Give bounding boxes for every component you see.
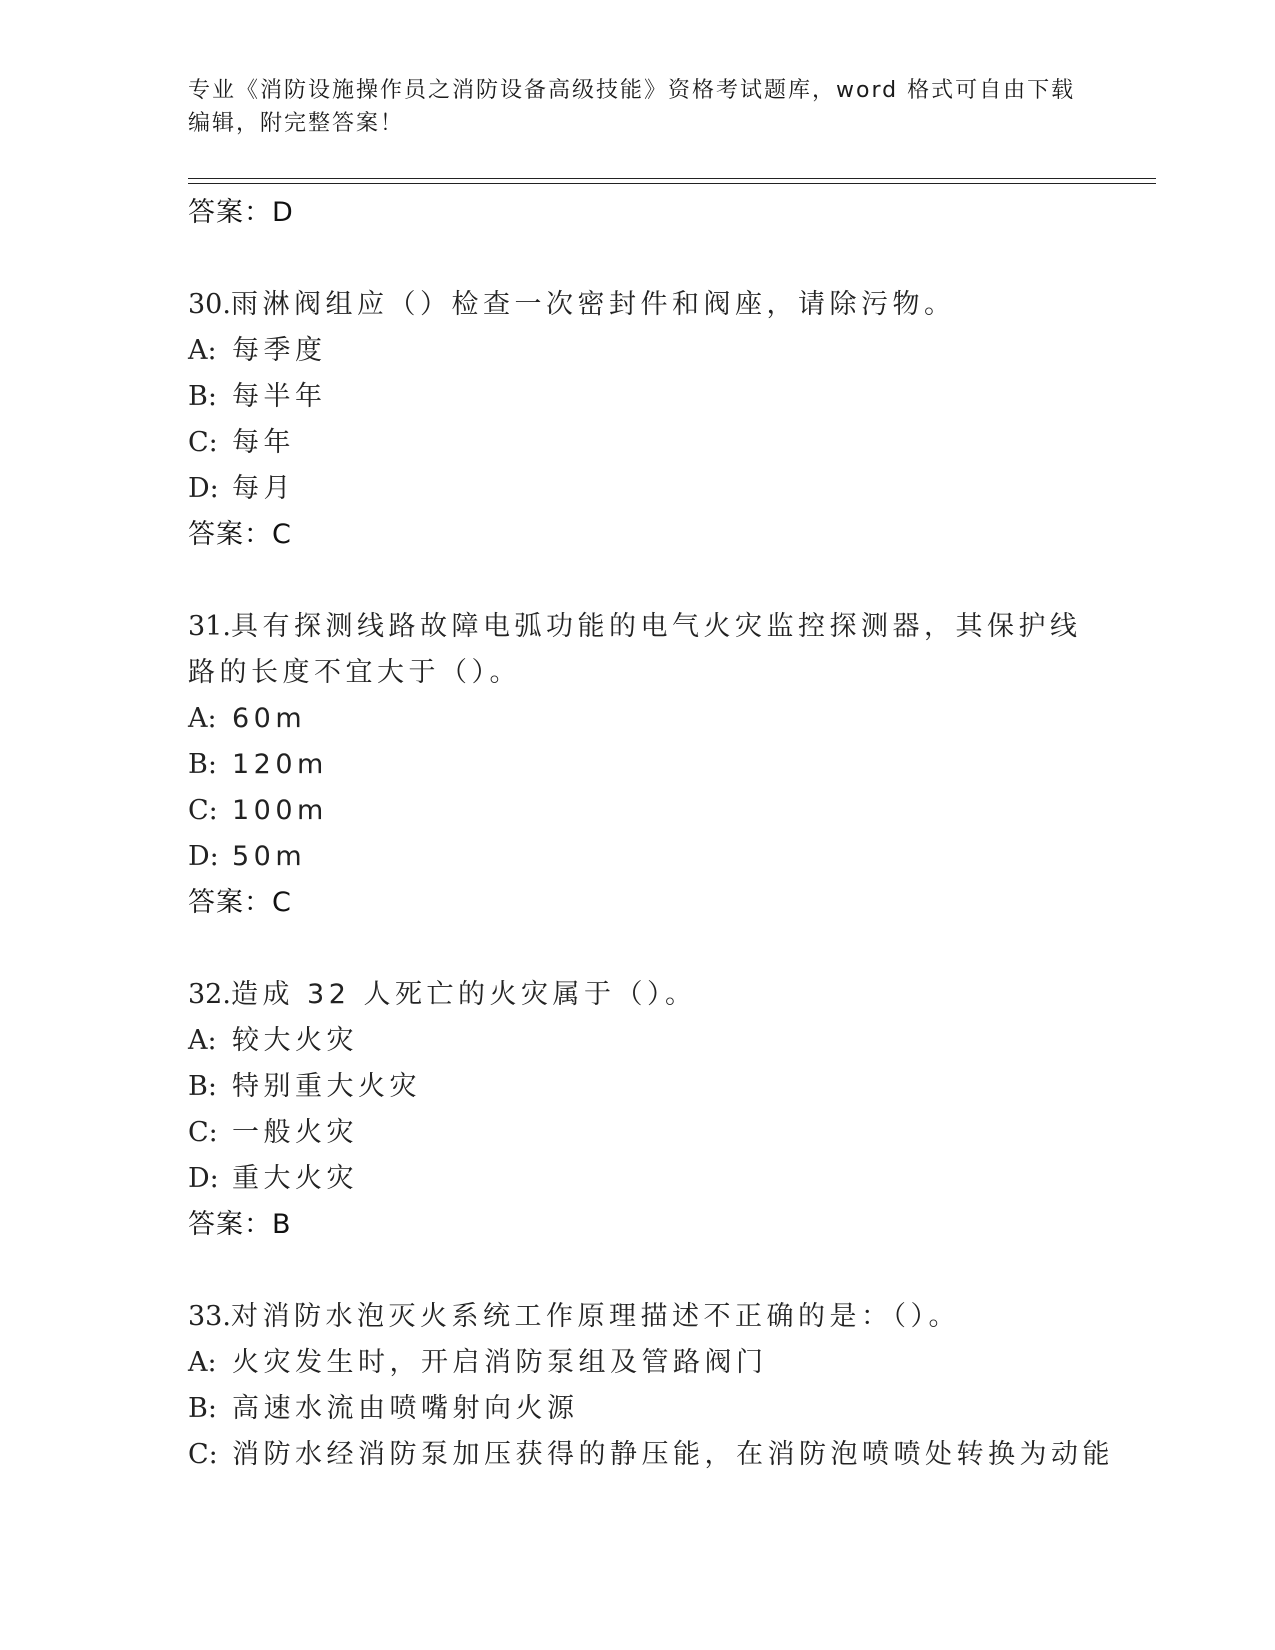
option-a — [188, 1018, 1088, 1064]
option-b — [188, 1064, 1088, 1110]
option-letter: C: — [188, 795, 218, 826]
option-text: 60m — [232, 703, 307, 734]
question-number: 30. — [188, 289, 231, 320]
header-rule-top — [188, 178, 1156, 179]
option-d — [188, 834, 1088, 880]
option-letter: D: — [188, 1163, 219, 1194]
option-text: 每月 — [232, 473, 295, 504]
option-text: 100m — [232, 795, 328, 826]
answer-line: 答案：B — [188, 1209, 292, 1240]
option-letter: C: — [188, 427, 218, 458]
answer-line: 答案：C — [188, 887, 292, 918]
option-letter: A: — [188, 1025, 217, 1056]
option-text: 50m — [232, 841, 307, 872]
option-text: 较大火灾 — [232, 1025, 358, 1056]
option-c — [188, 788, 1088, 834]
option-letter: D: — [188, 841, 219, 872]
option-c — [188, 1110, 1088, 1156]
question-block — [188, 282, 1088, 558]
option-letter: A: — [188, 335, 217, 366]
option-letter: A: — [188, 703, 217, 734]
option-c — [188, 1432, 1114, 1478]
question-stem: 对消防水泡灭火系统工作原理描述不正确的是：（）。 — [230, 1301, 960, 1332]
question-block — [188, 604, 1088, 926]
previous-answer: 答案：D — [188, 197, 294, 228]
question-number: 32. — [188, 979, 231, 1010]
option-d — [188, 466, 1088, 512]
question-block — [188, 1294, 1114, 1478]
option-letter: C: — [188, 1439, 218, 1470]
question-stem: 雨淋阀组应（）检查一次密封件和阀座，请除污物。 — [230, 289, 956, 320]
option-b — [188, 1386, 1088, 1432]
question-text — [188, 282, 1088, 328]
question-list — [188, 190, 1114, 1478]
option-b — [188, 374, 1088, 420]
option-c — [188, 420, 1088, 466]
question-stem: 造成 32 人死亡的火灾属于（）。 — [230, 979, 697, 1010]
option-letter: C: — [188, 1117, 218, 1148]
option-a — [188, 1340, 1088, 1386]
option-a — [188, 696, 1088, 742]
answer-line: 答案：C — [188, 519, 292, 550]
option-text: 消防水经消防泵加压获得的静压能，在消防泡喷喷处转换为动能 — [232, 1439, 1114, 1470]
option-letter: B: — [188, 381, 217, 412]
question-number: 31. — [188, 611, 231, 642]
option-text: 特别重大火灾 — [232, 1071, 421, 1102]
header-rule-bottom — [188, 183, 1156, 184]
option-text: 高速水流由喷嘴射向火源 — [232, 1393, 579, 1424]
question-number: 33. — [188, 1301, 231, 1332]
option-text: 每半年 — [232, 381, 327, 412]
question-text — [188, 1294, 1088, 1340]
option-b — [188, 742, 1088, 788]
question-stem: 具有探测线路故障电弧功能的电气火灾监控探测器，其保护线路的长度不宜大于（）。 — [188, 611, 1082, 688]
option-letter: D: — [188, 473, 219, 504]
question-block — [188, 972, 1088, 1248]
option-letter: B: — [188, 749, 217, 780]
option-text: 120m — [232, 749, 328, 780]
question-text — [188, 972, 1088, 1018]
option-text: 火灾发生时，开启消防泵组及管路阀门 — [232, 1347, 768, 1378]
option-text: 每季度 — [232, 335, 327, 366]
document-header: 专业《消防设施操作员之消防设备高级技能》资格考试题库，word 格式可自由下载编辑，附完整答案！ — [188, 78, 1076, 136]
option-a — [188, 328, 1088, 374]
option-text: 重大火灾 — [232, 1163, 358, 1194]
option-letter: A: — [188, 1347, 217, 1378]
option-text: 一般火灾 — [232, 1117, 358, 1148]
option-letter: B: — [188, 1393, 217, 1424]
option-text: 每年 — [232, 427, 295, 458]
option-d — [188, 1156, 1088, 1202]
question-text — [188, 604, 1088, 696]
option-letter: B: — [188, 1071, 217, 1102]
